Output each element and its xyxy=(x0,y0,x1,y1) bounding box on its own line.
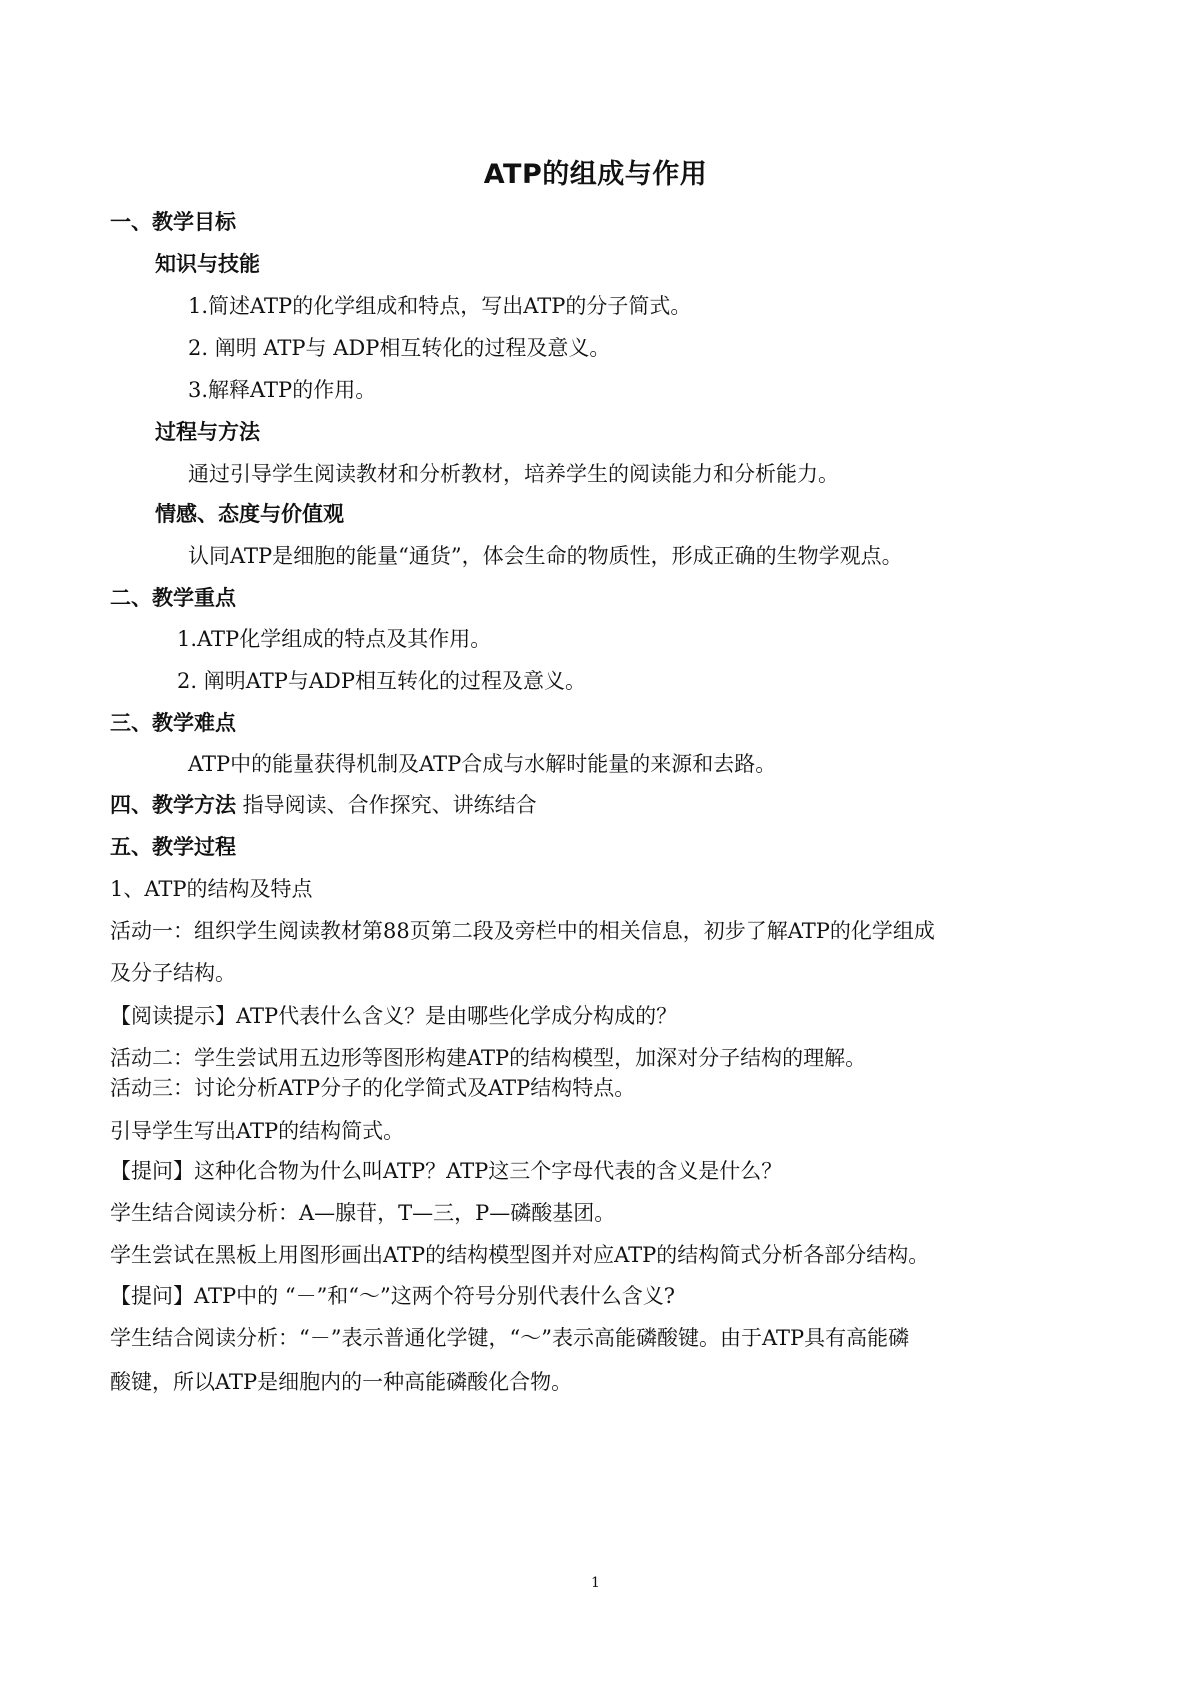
section-heading-objectives: 一、教学目标 xyxy=(110,210,236,234)
knowledge-item-2: 2. 阐明 ATP与 ADP相互转化的过程及意义。 xyxy=(188,336,611,360)
process-line-6: 活动三：讨论分析ATP分子的化学简式及ATP结构特点。 xyxy=(110,1076,636,1100)
process-line-3: 及分子结构。 xyxy=(110,961,236,985)
process-line-7: 引导学生写出ATP的结构简式。 xyxy=(110,1119,405,1143)
subheading-process-method: 过程与方法 xyxy=(155,420,260,444)
process-line-2: 活动一：组织学生阅读教材第88页第二段及旁栏中的相关信息，初步了解ATP的化学组成 xyxy=(110,919,935,943)
process-method-text: 通过引导学生阅读教材和分析教材，培养学生的阅读能力和分析能力。 xyxy=(188,462,839,486)
section-heading-methods: 四、教学方法 xyxy=(110,793,236,817)
key-point-2: 2. 阐明ATP与ADP相互转化的过程及意义。 xyxy=(177,669,586,693)
process-line-13: 酸键，所以ATP是细胞内的一种高能磷酸化合物。 xyxy=(110,1370,573,1394)
process-line-10: 学生尝试在黑板上用图形画出ATP的结构模型图并对应ATP的结构简式分析各部分结构。 xyxy=(110,1243,930,1267)
section-heading-process: 五、教学过程 xyxy=(110,835,236,859)
page-number: 1 xyxy=(591,1575,600,1591)
process-line-1: 1、ATP的结构及特点 xyxy=(110,877,313,901)
methods-line xyxy=(110,791,537,819)
document-title: ATP的组成与作用 xyxy=(483,159,708,190)
section-heading-key-points: 二、教学重点 xyxy=(110,586,236,610)
methods-text: 指导阅读、合作探究、讲练结合 xyxy=(236,793,537,817)
process-line-4: 【阅读提示】ATP代表什么含义？是由哪些化学成分构成的？ xyxy=(110,1004,678,1028)
process-line-9: 学生结合阅读分析：A—腺苷，T—三，P—磷酸基团。 xyxy=(110,1201,616,1225)
key-point-1: 1.ATP化学组成的特点及其作用。 xyxy=(177,627,492,651)
knowledge-item-3: 3.解释ATP的作用。 xyxy=(188,378,377,402)
process-line-11: 【提问】ATP中的 “－”和“～”这两个符号分别代表什么含义? xyxy=(110,1284,676,1308)
subheading-emotion-values: 情感、态度与价值观 xyxy=(155,502,344,526)
section-heading-difficulties: 三、教学难点 xyxy=(110,711,236,735)
process-line-5: 活动二：学生尝试用五边形等图形构建ATP的结构模型，加深对分子结构的理解。 xyxy=(110,1046,867,1070)
process-line-8: 【提问】这种化合物为什么叫ATP？ATP这三个字母代表的含义是什么？ xyxy=(110,1159,783,1183)
difficulties-text: ATP中的能量获得机制及ATP合成与水解时能量的来源和去路。 xyxy=(188,752,777,776)
process-line-12: 学生结合阅读分析：“－”表示普通化学键，“～”表示高能磷酸键。由于ATP具有高能磷 xyxy=(110,1326,910,1350)
subheading-knowledge-skills: 知识与技能 xyxy=(155,252,260,276)
knowledge-item-1: 1.简述ATP的化学组成和特点，写出ATP的分子简式。 xyxy=(188,294,692,318)
emotion-values-text: 认同ATP是细胞的能量“通货”，体会生命的物质性，形成正确的生物学观点。 xyxy=(188,544,903,568)
